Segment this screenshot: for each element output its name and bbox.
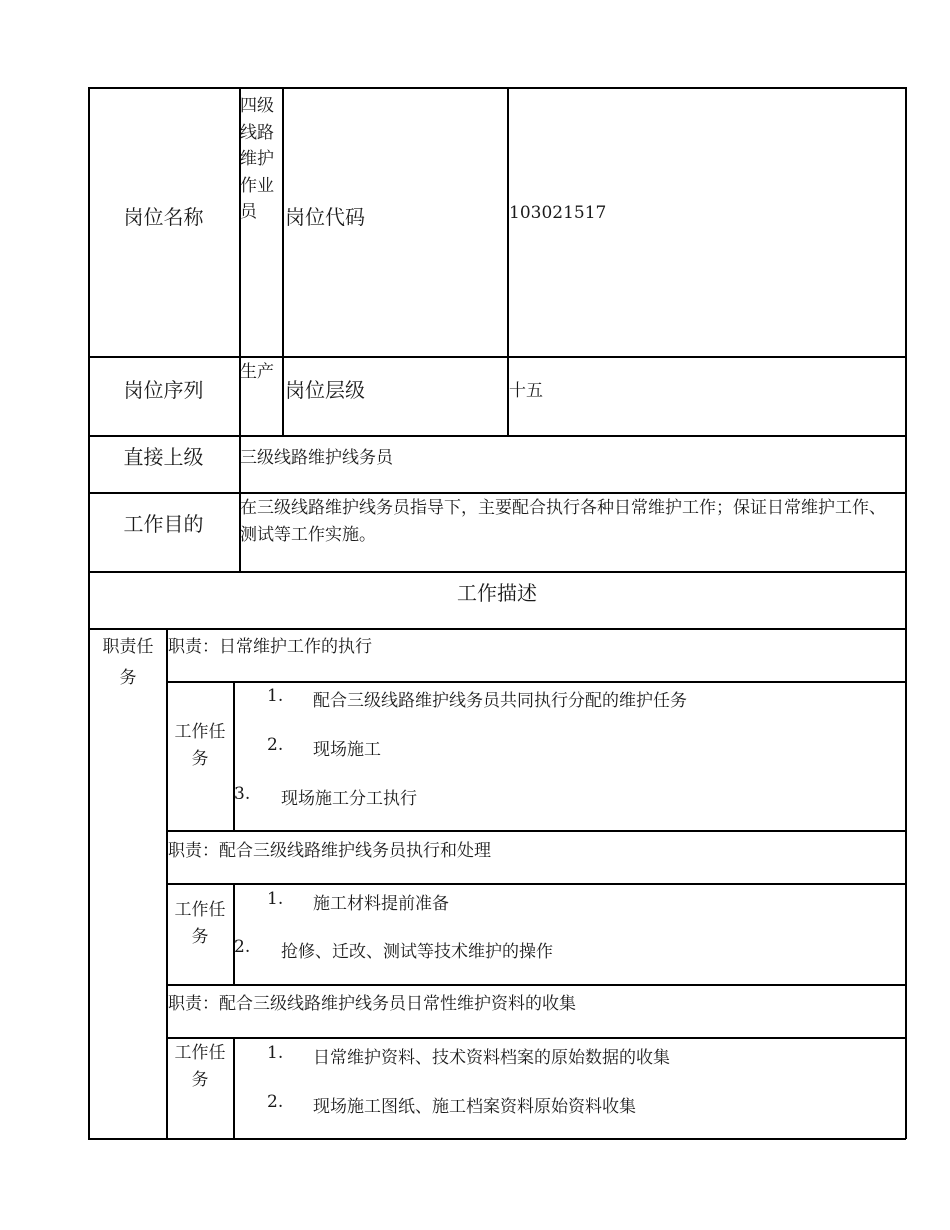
job-description-table xyxy=(88,87,906,1139)
post-level-value: 十五 xyxy=(509,381,543,401)
task-label: 工作任务 xyxy=(174,900,226,947)
duties-label: 职责任务 xyxy=(102,637,154,688)
row-divider xyxy=(88,628,906,630)
task-label: 工作任务 xyxy=(174,722,226,769)
table-border-right xyxy=(905,87,907,1139)
duty-title: 职责：日常维护工作的执行 xyxy=(168,637,372,657)
superior-label: 直接上级 xyxy=(123,445,204,469)
description-title: 工作描述 xyxy=(457,581,537,605)
post-level-label: 岗位层级 xyxy=(285,378,365,402)
post-code-value: 103021517 xyxy=(509,203,607,223)
duty-title: 职责：配合三级线路维护线务员日常性维护资料的收集 xyxy=(168,994,576,1014)
task-label: 工作任务 xyxy=(174,1043,226,1090)
row-divider xyxy=(167,681,906,683)
row-divider xyxy=(167,883,906,885)
row-divider xyxy=(88,492,906,494)
duty-title: 职责：配合三级线路维护线务员执行和处理 xyxy=(168,841,491,861)
col-divider xyxy=(233,1037,235,1138)
table-border-top xyxy=(88,87,906,89)
task-number: 3. xyxy=(234,784,251,804)
row-divider xyxy=(167,984,906,986)
task-number: 2. xyxy=(267,735,284,755)
purpose-value: 在三级线路维护线务员指导下，主要配合执行各种日常维护工作；保证日常维护工作、测试等工作实施。 xyxy=(240,498,886,545)
task-item: 抢修、迁改、测试等技术维护的操作 xyxy=(281,942,553,962)
row-divider xyxy=(88,571,906,573)
post-series-value: 生产 xyxy=(240,362,274,382)
row-divider xyxy=(167,830,906,832)
task-number: 1. xyxy=(267,889,284,909)
col-divider xyxy=(233,883,235,984)
table-border-bottom xyxy=(88,1138,906,1140)
post-name-label: 岗位名称 xyxy=(123,205,204,229)
row-divider xyxy=(88,435,906,437)
task-number: 2. xyxy=(234,937,251,957)
row-divider xyxy=(167,1037,906,1039)
task-number: 2. xyxy=(267,1092,284,1112)
task-item: 现场施工 xyxy=(313,740,381,760)
task-number: 1. xyxy=(267,686,284,706)
post-name-value: 四级线路维护作业员 xyxy=(240,96,274,222)
post-series-label: 岗位序列 xyxy=(123,378,204,402)
task-item: 施工材料提前准备 xyxy=(313,894,449,914)
task-item: 现场施工图纸、施工档案资料原始资料收集 xyxy=(313,1097,636,1117)
superior-value: 三级线路维护线务员 xyxy=(240,448,393,468)
purpose-label: 工作目的 xyxy=(123,512,204,536)
task-item: 配合三级线路维护线务员共同执行分配的维护任务 xyxy=(313,691,687,711)
col-divider xyxy=(233,681,235,830)
table-border-left xyxy=(88,87,90,1139)
row-divider xyxy=(88,356,906,358)
col-divider xyxy=(282,87,284,435)
task-item: 日常维护资料、技术资料档案的原始数据的收集 xyxy=(313,1048,670,1068)
task-item: 现场施工分工执行 xyxy=(281,789,417,809)
task-number: 1. xyxy=(267,1043,284,1063)
post-code-label: 岗位代码 xyxy=(285,205,365,229)
